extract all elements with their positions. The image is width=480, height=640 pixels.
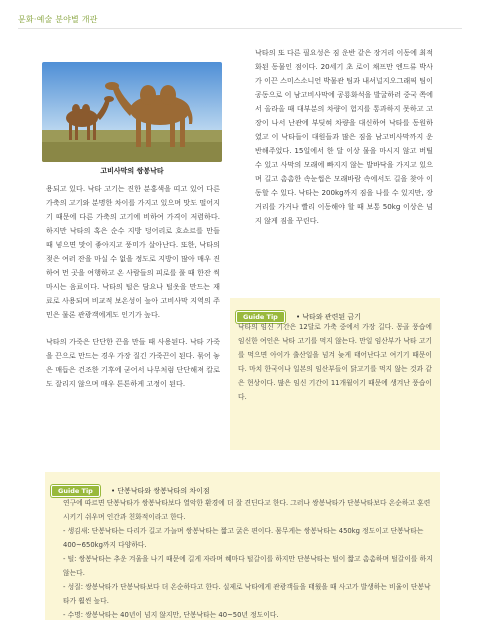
running-header: 문화·예술 분야별 개관 [18,15,98,24]
tip-title: • 낙타와 관련된 금기 [295,313,361,321]
tip-heading [51,478,210,497]
camel-photo [42,62,222,162]
guide-tip-badge: Guide Tip [51,485,100,497]
left-column [46,182,220,391]
tip-body: 낙타의 임신 기간은 12달로 가축 중에서 가장 길다. 몽골 풍습에 임신한 여인은 낙타 고기를 먹지 않는다. 만일 임산부가 낙타 고기를 먹으면 아이가 출산일을 넘겨 늦게 태어난다고 여기기 때문이다. 마치 한국이나 일본의 임산부들이 닭고기를 먹지 않는 것과 같은 현상이다. 많은 임신 기간이 11개월이기 때문에 생겨난 풍습이다. [238,323,432,401]
tip-body [63,496,433,622]
photo-caption: 고비사막의 쌍봉낙타 [100,167,164,175]
paragraph: 낙타의 또 다른 필요성은 짐 운반 같은 장거리 이동에 최적화된 동물인 점이다. 20세기 초 로이 채프만 엔드류 박사가 이끈 스미스소니언 박물관 팀과 내셔널지오그래픽 팀이 공동으로 이 남고비사막에 공룡화석을 발굴하러 중국 쪽에서 올라올 때 대부분의 차량이 험지를 통과하지 못하고 고장이 나서 난관에 부딪혀 차량을 대신하여 낙타를 동원하였고 이 낙타들이 대원들과 많은 짐을 남고비사막까지 운반해주었다. 15일에서 한 달 이상 물을 마시지 않고 버틸 수 있고 사막의 모래에 빠지지 않는 발바닥을 가지고 있으며 길고 촘촘한 속눈썹은 모래바람 속에서도 길을 찾아 이동할 수 있다. 낙타는 200kg까지 짐을 나를 수 있지만, 장거리를 가거나 빨리 이동해야 할 때 보통 50kg 이상은 넘지 않게 짐을 꾸린다. [255,48,433,225]
tip-title: • 단봉낙타와 쌍봉낙타의 차이점 [110,487,210,495]
tip-line: - 성질: 쌍봉낙타가 단봉낙타보다 더 온순하다고 한다. 실제로 낙타에게 관광객들을 태웠을 때 사고가 발생하는 비율이 단봉낙타가 훨씬 높다. [63,583,431,605]
tip-line: - 생김새: 단봉낙타는 다리가 길고 가늘며 쌍봉낙타는 짧고 굵은 편이다. 몸무게는 쌍봉낙타는 450kg 정도이고 단봉낙타는 400~650kg까지 다양하다. [63,527,424,549]
guide-tip-box-difference [45,472,440,620]
guide-tip-badge: Guide Tip [236,311,285,323]
header-divider [18,28,462,29]
tip-line: 연구에 따르면 단봉낙타가 쌍봉낙타보다 열악한 환경에 더 잘 견딘다고 한다. 그러나 쌍봉낙타가 단봉낙타보다 온순하고 훈련시키기 쉬우며 인간과 친화적이라고 한다. [63,499,431,521]
tip-line: - 털: 쌍봉낙타는 추운 겨울을 나기 때문에 길게 자라며 혜마다 털갈이를 하지만 단봉낙타는 털이 짧고 촘촘하며 털갈이를 하지 않는다. [63,555,433,577]
right-column [255,46,433,228]
paragraph: 낙타의 가죽은 단단한 끈을 만들 때 사용된다. 낙타 가죽을 끈으로 만드는 경우 가장 질긴 가죽끈이 된다. 묶어 놓은 매듭은 건조한 기후에 굳어서 나무처럼 단단해져 칼로도 잘리지 않으며 매우 튼튼하게 고정이 된다. [46,337,220,388]
tip-line: - 수명: 쌍봉낙타는 40년이 넘지 않지만, 단봉낙타는 40~50년 정도이다. [63,611,279,619]
paragraph: 용되고 있다. 낙타 고기는 진한 분홍색을 띠고 있어 다른 가축의 고기와 분명한 차이를 가지고 있으며 맛도 떨어지기 때문에 다른 가축의 고기에 비하여 가격이 저렴하다. 하지만 낙타의 혹은 순수 지방 덩어리로 호쇼르를 만들 때 넣으면 맛이 좋아지고 풍미가 살아난다. 또한, 낙타의 젖은 여러 잔을 마실 수 없을 정도로 지방이 많아 매우 진하여 먼 곳을 여행하고 온 사람들의 피로를 풀 때 한잔 씩 마시는 음료이다. 낙타의 털은 담요나 털옷을 만드는 재료로 사용되며 비교적 보온성이 높아 고비사막 지역의 주민은 물론 관광객에게도 인기가 높다. [46,184,220,319]
guide-tip-box-taboo [230,298,440,450]
